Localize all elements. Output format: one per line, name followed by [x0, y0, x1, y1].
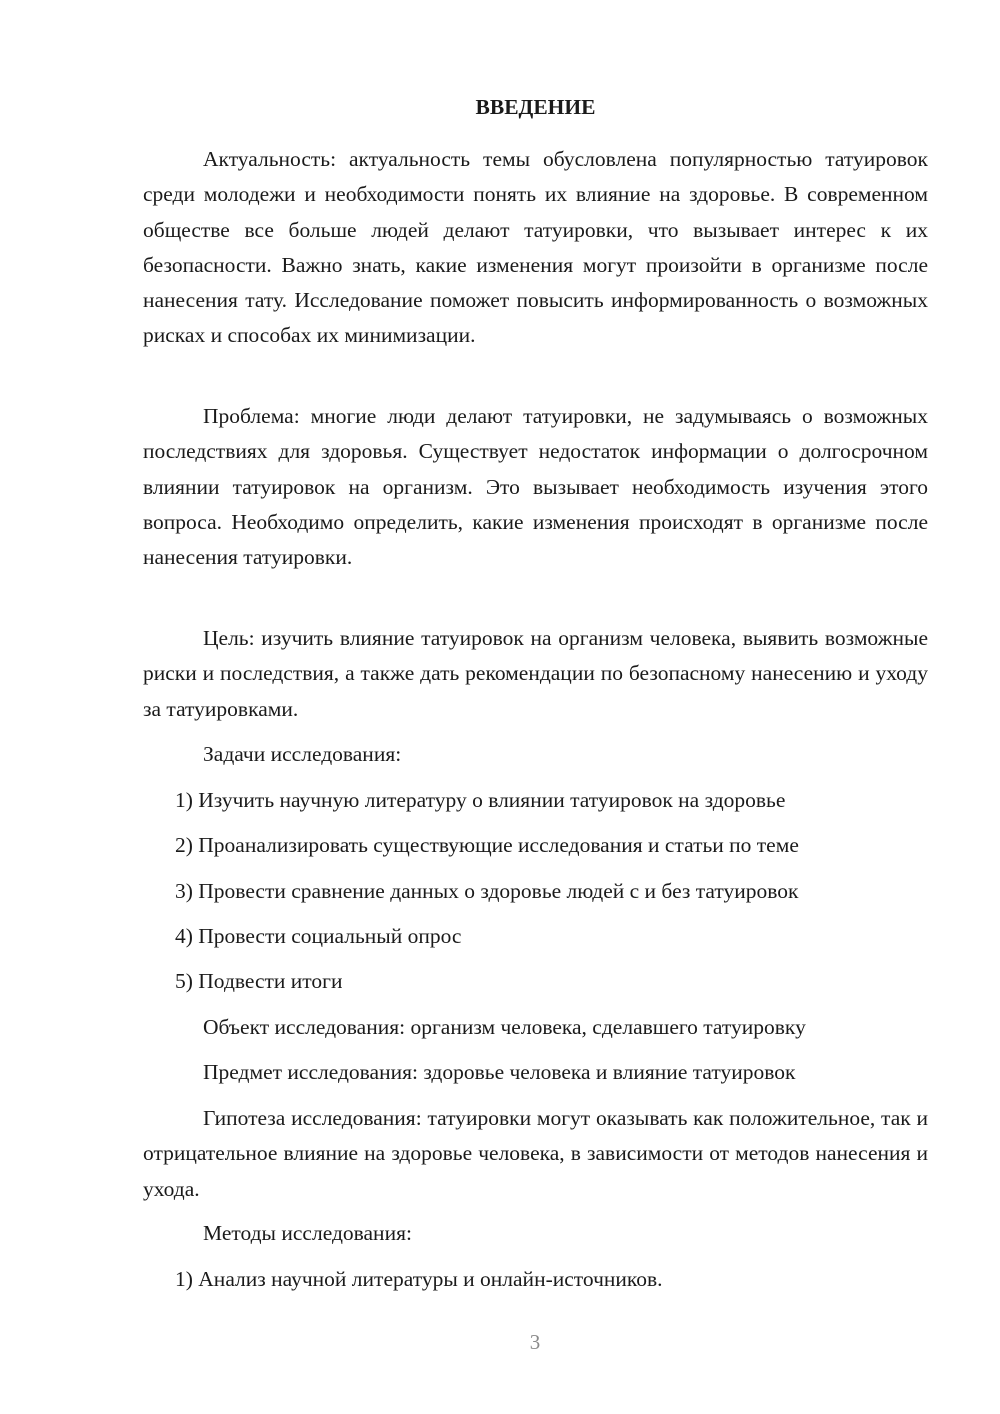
paragraph-hypothesis: Гипотеза исследования: татуировки могут оказывать как положительное, так и отрицательное влияние на здоровье человека, в зависимости от методов нанесения и ухода. [143, 1106, 928, 1201]
research-subject: Предмет исследования: здоровье человека и влияние татуировок [203, 1060, 796, 1084]
paragraph-relevance: Актуальность: актуальность темы обусловлена популярностью татуировок среди молодежи и необходимости понять их влияние на здоровье. В современном обществе все больше людей делают татуировки, что вызывает интерес к их безопасности. Важно знать, какие изменения могут произойти в организме после нанесения тату. Исследование поможет повысить информированность о возможных рисках и способах их минимизации. [143, 147, 928, 348]
list-item-task: 1) Изучить научную литературу о влиянии татуировок на здоровье [175, 788, 786, 812]
page-title: ВВЕДЕНИЕ [475, 95, 596, 119]
list-item-task: 5) Подвести итоги [175, 969, 343, 993]
list-item-task: 3) Провести сравнение данных о здоровье людей с и без татуировок [175, 879, 799, 903]
tasks-heading: Задачи исследования: [203, 742, 402, 766]
research-object: Объект исследования: организм человека, сделавшего татуировку [203, 1015, 806, 1039]
page-number: 3 [529, 1330, 541, 1354]
methods-heading: Методы исследования: [203, 1221, 412, 1245]
paragraph-problem: Проблема: многие люди делают татуировки, не задумываясь о возможных последствиях для здоровья. Существует недостаток информации о долгосрочном влиянии татуировок на организм. Это вызывает необходимость изучения этого вопроса. Необходимо определить, какие изменения происходят в организме после нанесения татуировки. [143, 404, 928, 570]
list-item-method: 1) Анализ научной литературы и онлайн-источников. [175, 1267, 663, 1291]
list-item-task: 2) Проанализировать существующие исследования и статьи по теме [175, 833, 799, 857]
paragraph-goal: Цель: изучить влияние татуировок на организм человека, выявить возможные риски и последствия, а также дать рекомендации по безопасному нанесению и уходу за татуировками. [143, 626, 928, 721]
list-item-task: 4) Провести социальный опрос [175, 924, 462, 948]
